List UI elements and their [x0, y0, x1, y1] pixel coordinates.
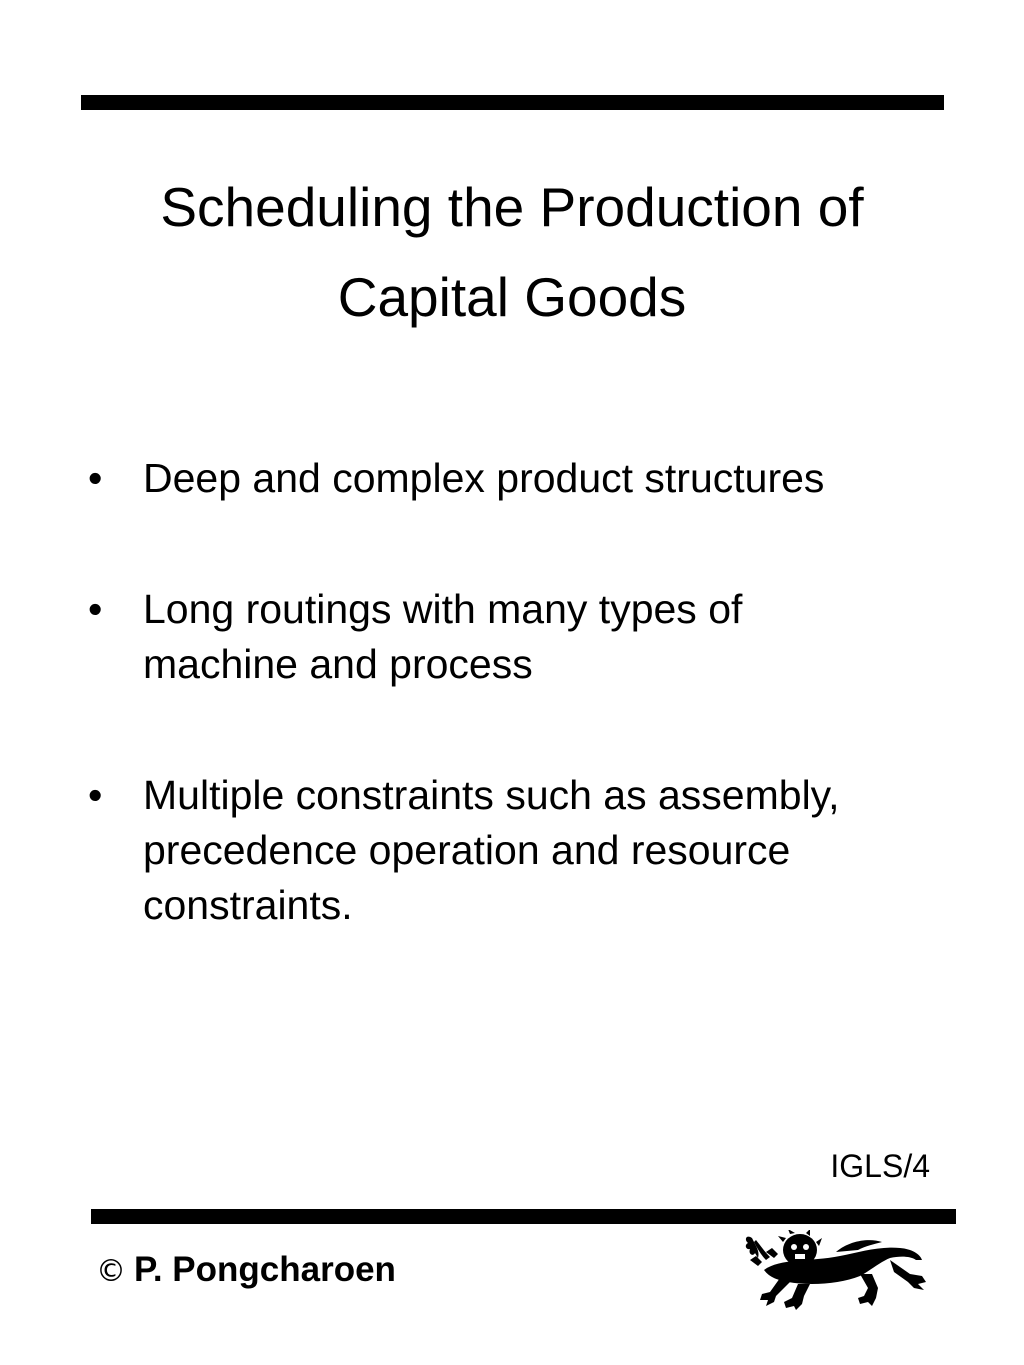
bullet-marker: •	[88, 586, 103, 632]
author-name: P. Pongcharoen	[134, 1250, 396, 1289]
bullet-marker: •	[88, 455, 103, 501]
footer-author	[96, 1248, 396, 1294]
bullet-text-line: Long routings with many types of	[143, 586, 743, 632]
slide-title-line-1: Scheduling the Production of	[160, 176, 864, 238]
slide-title	[0, 162, 1024, 342]
bullet-list	[88, 451, 958, 1009]
bullet-text-line: Multiple constraints such as assembly,	[143, 772, 840, 818]
copyright-icon: ©	[96, 1254, 126, 1289]
slide-code: IGLS/4	[830, 1148, 930, 1184]
bullet-text-line: machine and process	[143, 641, 533, 687]
bullet-text-line: precedence operation and resource	[143, 827, 791, 873]
bullet-text-line: constraints.	[143, 882, 353, 928]
bullet-item	[88, 451, 958, 506]
heraldic-lion-icon	[740, 1230, 935, 1312]
slide-title-line-2: Capital Goods	[337, 266, 687, 328]
bullet-marker: •	[88, 772, 103, 818]
bullet-item	[88, 768, 958, 933]
top-rule	[81, 95, 944, 110]
bullet-item	[88, 582, 958, 692]
bullet-text-line: Deep and complex product structures	[143, 455, 825, 501]
bottom-rule	[91, 1209, 956, 1224]
